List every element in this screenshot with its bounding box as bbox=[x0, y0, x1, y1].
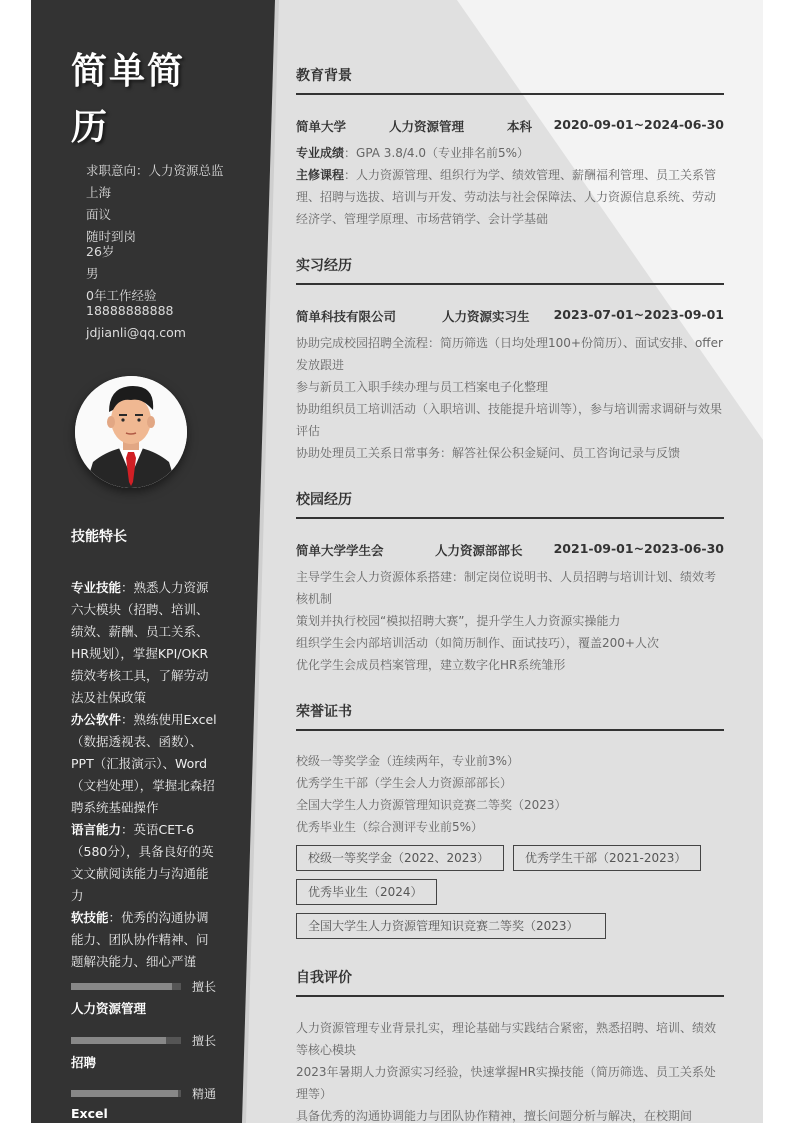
salary: 面议 bbox=[86, 207, 112, 222]
name-line-1: 简单简 bbox=[71, 51, 186, 92]
internship-date: 2023-07-01~2023-09-01 bbox=[553, 307, 724, 322]
job-intent: 求职意向：人力资源总监 bbox=[86, 163, 224, 178]
profile-photo bbox=[75, 376, 187, 488]
section-divider bbox=[296, 995, 724, 997]
list-item: 优化学生会成员档案管理，建立数字化HR系统雏形 bbox=[296, 658, 566, 672]
honor-tag: 优秀学生干部（2021-2023） bbox=[513, 845, 701, 871]
list-item: 协助处理员工关系日常事务：解答社保公积金疑问、员工咨询记录与反馈 bbox=[296, 446, 681, 460]
list-item: 主导学生会人力资源体系搭建：制定岗位说明书、人员招聘与培训计划、绩效考核机制 bbox=[296, 570, 717, 606]
skill-level: 擅长 bbox=[192, 1034, 217, 1048]
section-title-campus: 校园经历 bbox=[296, 492, 352, 508]
honor-tag: 优秀毕业生（2024） bbox=[296, 879, 437, 905]
company-name: 简单科技有限公司 bbox=[296, 309, 397, 324]
internship-details bbox=[296, 332, 724, 464]
honors-list bbox=[296, 750, 724, 838]
list-item: 2023年暑期人力资源实习经验，快速掌握HR实操技能（简历筛选、员工关系处理等） bbox=[296, 1065, 716, 1101]
section-title-honors: 荣誉证书 bbox=[296, 704, 352, 720]
skill-name: Excel bbox=[71, 1106, 108, 1121]
skill-bar-track bbox=[71, 1037, 181, 1044]
campus-date: 2021-09-01~2023-06-30 bbox=[553, 541, 724, 556]
honor-tag: 全国大学生人力资源管理知识竞赛二等奖（2023） bbox=[296, 913, 606, 939]
experience: 0年工作经验 bbox=[86, 288, 157, 303]
resume-page bbox=[31, 0, 763, 1123]
list-item: 组织学生会内部培训活动（如简历制作、面试技巧），覆盖200+人次 bbox=[296, 636, 659, 650]
internship-role: 人力资源实习生 bbox=[442, 309, 530, 324]
self-evaluation-text bbox=[296, 1017, 724, 1123]
education-details bbox=[296, 142, 724, 230]
skill-name: 招聘 bbox=[71, 1055, 97, 1070]
city: 上海 bbox=[86, 185, 112, 200]
campus-role: 人力资源部部长 bbox=[435, 543, 523, 558]
list-item: 优秀毕业生（综合测评专业前5%） bbox=[296, 820, 484, 834]
skill-bar-track bbox=[71, 1090, 181, 1097]
section-divider bbox=[296, 729, 724, 731]
list-item: 参与新员工入职手续办理与员工档案电子化整理 bbox=[296, 380, 549, 394]
section-divider bbox=[296, 93, 724, 95]
skill-bar-fill bbox=[71, 983, 172, 990]
education-date: 2020-09-01~2024-06-30 bbox=[553, 117, 724, 132]
section-title-self-evaluation: 自我评价 bbox=[296, 970, 352, 986]
name-line-2: 历 bbox=[71, 107, 110, 148]
section-title-internship: 实习经历 bbox=[296, 258, 352, 274]
resume-name bbox=[71, 44, 211, 156]
skill-bar bbox=[71, 1086, 221, 1100]
list-item: 全国大学生人力资源管理知识竞赛二等奖（2023） bbox=[296, 798, 567, 812]
skill-bar bbox=[71, 979, 221, 993]
skill-paragraph: 办公软件：熟练使用Excel（数据透视表、函数）、PPT（汇报演示）、Word（文档处理），掌握北森招聘系统基础操作 bbox=[71, 712, 217, 815]
organization-name: 简单大学学生会 bbox=[296, 543, 384, 558]
email: jdjianli@qq.com bbox=[86, 325, 186, 340]
campus-details bbox=[296, 566, 724, 676]
skill-level: 擅长 bbox=[192, 980, 217, 994]
major: 人力资源管理 bbox=[389, 119, 465, 134]
skill-paragraph: 软技能：优秀的沟通协调能力、团队协作精神、问题解决能力、细心严谨 bbox=[71, 910, 209, 969]
phone: 18888888888 bbox=[86, 303, 174, 318]
courses-line: 主修课程：人力资源管理、组织行为学、绩效管理、薪酬福利管理、员工关系管理、招聘与选拔、培训与开发、劳动法与社会保障法、人力资源信息系统、劳动经济学、管理学原理、市场营销学、会计学基础 bbox=[296, 168, 717, 226]
person-avatar-icon bbox=[75, 376, 187, 488]
honor-tag: 校级一等奖学金（2022、2023） bbox=[296, 845, 504, 871]
age: 26岁 bbox=[86, 244, 115, 259]
list-item: 校级一等奖学金（连续两年，专业前3%） bbox=[296, 754, 520, 768]
degree: 本科 bbox=[507, 119, 533, 134]
skill-bar bbox=[71, 1033, 221, 1047]
list-item: 协助完成校园招聘全流程：简历筛选（日均处理100+份简历）、面试安排、offer发放跟进 bbox=[296, 336, 723, 372]
skill-name: 人力资源管理 bbox=[71, 1001, 147, 1016]
skill-level: 精通 bbox=[192, 1087, 217, 1101]
gender: 男 bbox=[86, 266, 99, 281]
skill-bar-fill bbox=[71, 1037, 166, 1044]
list-item: 策划并执行校园“模拟招聘大赛”，提升学生人力资源实操能力 bbox=[296, 614, 621, 628]
skills-heading: 技能特长 bbox=[71, 529, 127, 545]
skill-bar-track bbox=[71, 983, 181, 990]
skill-paragraph: 专业技能：熟悉人力资源六大模块（招聘、培训、绩效、薪酬、员工关系、HR规划），掌握KPI/OKR绩效考核工具，了解劳动法及社保政策 bbox=[71, 580, 209, 705]
list-item: 具备优秀的沟通协调能力与团队协作精神，擅长问题分析与解决，在校期间 bbox=[296, 1109, 693, 1123]
list-item: 协助组织员工培训活动（入职培训、技能提升培训等），参与培训需求调研与效果评估 bbox=[296, 402, 723, 438]
school-name: 简单大学 bbox=[296, 119, 347, 134]
section-divider bbox=[296, 517, 724, 519]
skill-paragraph: 语言能力：英语CET-6（580分），具备良好的英文文献阅读能力与沟通能力 bbox=[71, 822, 214, 903]
availability: 随时到岗 bbox=[86, 229, 137, 244]
section-divider bbox=[296, 283, 724, 285]
personal-info bbox=[86, 163, 226, 340]
gpa-line: 专业成绩：GPA 3.8/4.0（专业排名前5%） bbox=[296, 146, 530, 160]
skills-description bbox=[71, 577, 219, 973]
section-title-education: 教育背景 bbox=[296, 68, 352, 84]
list-item: 人力资源管理专业背景扎实，理论基础与实践结合紧密，熟悉招聘、培训、绩效等核心模块 bbox=[296, 1021, 717, 1057]
list-item: 优秀学生干部（学生会人力资源部部长） bbox=[296, 776, 513, 790]
skill-bar-fill bbox=[71, 1090, 178, 1097]
